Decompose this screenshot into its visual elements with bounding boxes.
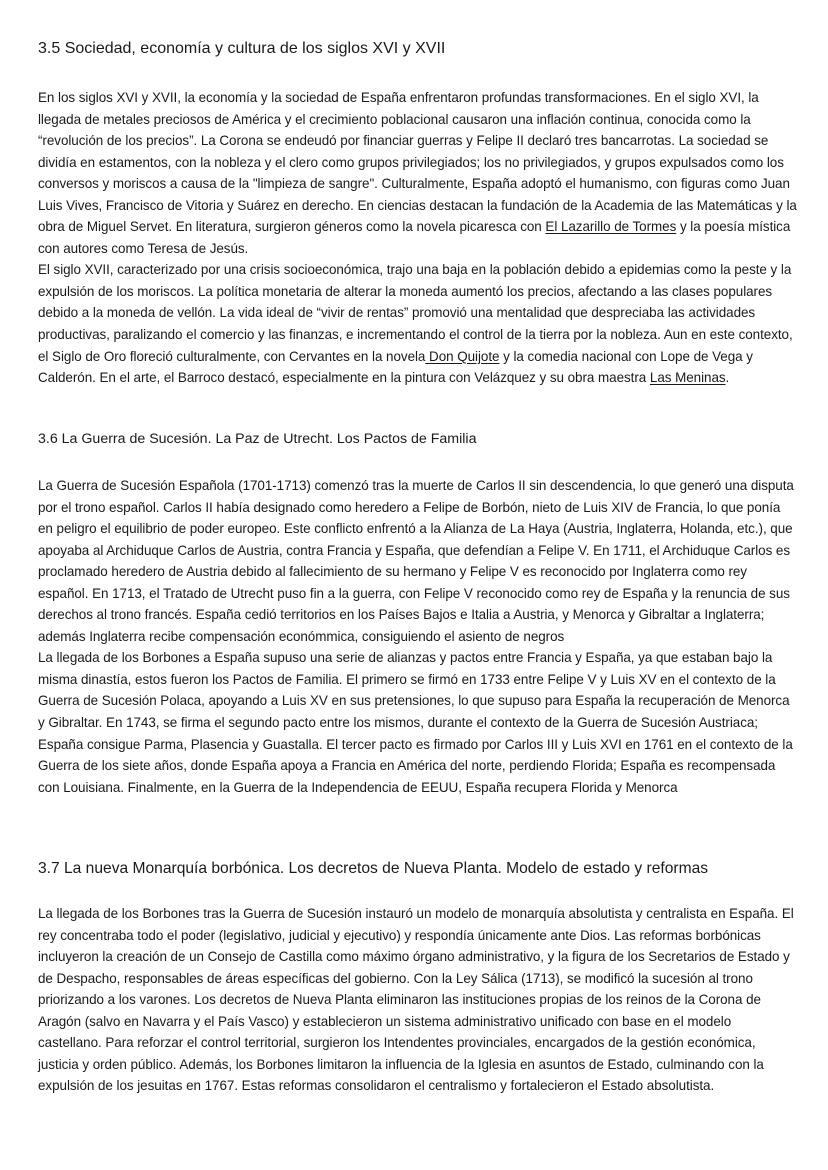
section-body-3-5 [38,87,798,389]
section-heading-3-5: 3.5 Sociedad, economía y cultura de los siglos XVI y XVII [38,40,446,57]
paragraph: La llegada de los Borbones a España supuso una serie de alianzas y pactos entre Francia y España, ya que estaban bajo la misma dinastía, estos fueron los Pactos de Familia. El primero se firmó en 1733 entre Felipe V y Luis XV en el contexto de la Guerra de Sucesión Polaca, apoyando a Luis XV en sus pretensiones, lo que supuso para España la recuperación de Menorca y Gibraltar. En 1743, se firma el segundo pacto entre los mismos, durante el contexto de la Guerra de Sucesión Austriaca; España consigue Parma, Plasencia y Guastalla. El tercer pacto es firmado por Carlos III y Luis XVI en 1761 en el contexto de la Guerra de los siete años, donde España apoya a Francia en América del norte, perdiendo Florida; España es recompensada con Louisiana. Finalmente, en la Guerra de la Independencia de EEUU, España recupera Florida y Menorca [38,650,793,795]
text-run: . [725,370,730,386]
section-body-3-6 [38,475,798,798]
text-run: El siglo XVII, caracterizado por una crisis socioeconómica, trajo una baja en la población debido a epidemias como la peste y la expulsión de los moriscos. La política monetaria de alterar la moneda aumentó los precios, afectando a las clases populares debido a la moneda de vellón. La vida ideal de “vivir de rentas” promovió una mentalidad que despreciaba las actividades productivas, paralizando el comercio y las finanzas, e incrementando el control de la tierra por la nobleza. Aun en este contexto, el Siglo de Oro floreció culturalmente, con Cervantes en la novela [38,262,793,364]
paragraph [38,87,798,259]
text-run: y la comedia nacional con Lope de Vega y Calderón. En el arte, el Barroco destacó, especialmente en la pintura con Velázquez y su obra maestra [38,348,753,386]
paragraph: La Guerra de Sucesión Española (1701-1713) comenzó tras la muerte de Carlos II sin descendencia, lo que generó una disputa por el trono español. Carlos II había designado como heredero a Felipe de Borbón, nieto de Luis XIV de Francia, lo que ponía en peligro el equilibrio de poder europeo. Este conflicto enfrentó a la Alianza de La Haya (Austria, Inglaterra, Holanda, etc.), que apoyaba al Archiduque Carlos de Austria, contra Francia y España, que defendían a Felipe V. En 1711, el Archiduque Carlos es proclamado heredero de Austria debido al fallecimiento de su hermano y Felipe V es reconocido por Inglaterra como rey español. En 1713, el Tratado de Utrecht puso fin a la guerra, con Felipe V reconocido como rey de España y la renuncia de sus derechos al trono francés. España cedió territorios en los Países Bajos e Italia a Austria, y Menorca y Gibraltar a Inglaterra; además Inglaterra recibe compensación económmica, consiguiendo el asiento de negros [38,478,794,644]
paragraph: La llegada de los Borbones tras la Guerra de Sucesión instauró un modelo de monarquía absolutista y centralista en España. El rey concentraba todo el poder (legislativo, judicial y ejecutivo) y respondía únicamente ante Dios. Las reformas borbónicas incluyeron la creación de un Consejo de Castilla como máximo órgano administrativo, y la figura de los Secretarios de Estado y de Despacho, responsables de áreas específicas del gobierno. Con la Ley Sálica (1713), se modificó la sucesión al trono priorizando a los varones. Los decretos de Nueva Planta eliminaron las instituciones propias de los reinos de la Corona de Aragón (salvo en Navarra y el País Vasco) y establecieron un sistema administrativo unificado con base en el modelo castellano. Para reforzar el control territorial, surgieron los Intendentes provinciales, encargados de la gestión económica, justicia y orden público. Además, los Borbones limitaron la influencia de la Iglesia en asuntos de Estado, culminando con la expulsión de los jesuitas en 1767. Estas reformas consolidaron el centralismo y fortalecieron el Estado absolutista. [38,906,794,1094]
section-body-3-7 [38,903,798,1097]
underlined-title-don-quijote: Don Quijote [425,348,500,364]
underlined-title-las-meninas: Las Meninas [649,370,726,386]
text-run: y la poesía mística con autores como Teresa de Jesús. [38,219,791,256]
underlined-title-lazarillo: El Lazarillo de Tormes [545,219,677,235]
text-run: En los siglos XVI y XVII, la economía y la sociedad de España enfrentaron profundas transformaciones. En el siglo XVI, la llegada de metales preciosos de América y el crecimiento poblacional causaron una inflación continua, conocida como la “revolución de los precios”. La Corona se endeudó por financiar guerras y Felipe II declaró tres bancarrotas. La sociedad se dividía en estamentos, con la nobleza y el clero como grupos privilegiados; los no privilegiados, y grupos expulsados como los conversos y moriscos a causa de la "limpieza de sangre". Culturalmente, España adoptó el humanismo, con figuras como Juan Luis Vives, Francisco de Vitoria y Suárez en derecho. En ciencias destacan la fundación de la Academia de las Matemáticas y la obra de Miguel Servet. En literatura, surgieron géneros como la novela picaresca con [38,90,797,235]
paragraph [38,259,798,388]
section-heading-3-7: 3.7 La nueva Monarquía borbónica. Los decretos de Nueva Planta. Modelo de estado y reformas [38,860,709,877]
section-heading-3-6: 3.6 La Guerra de Sucesión. La Paz de Utrecht. Los Pactos de Familia [38,431,477,447]
